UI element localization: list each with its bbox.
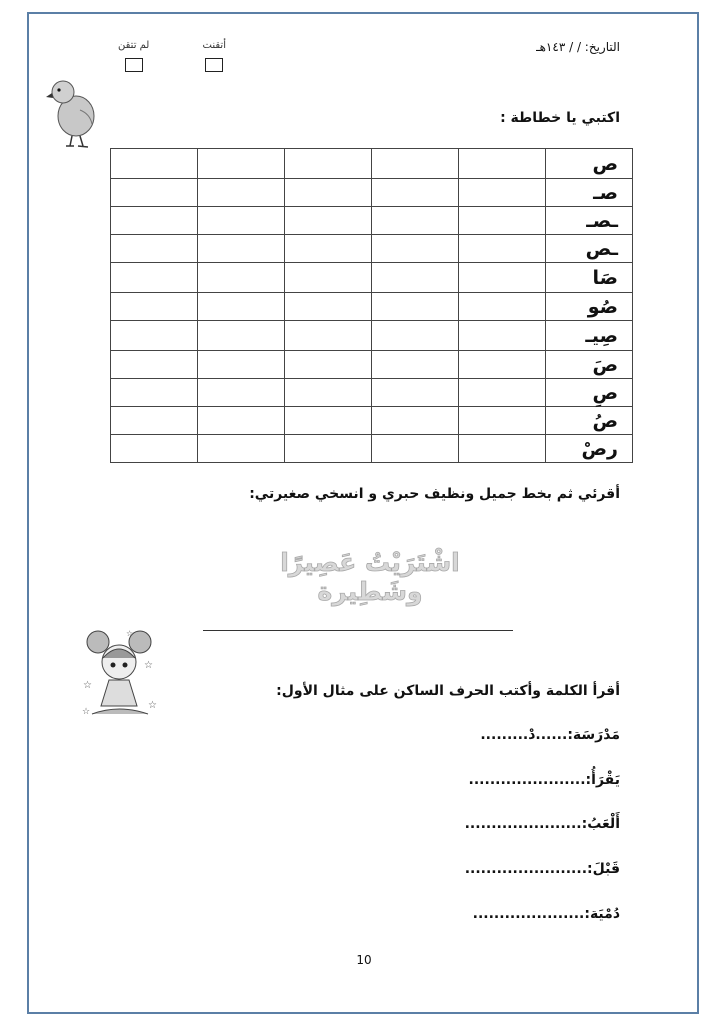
grid-cell[interactable] bbox=[111, 351, 198, 379]
svg-text:☆: ☆ bbox=[82, 707, 91, 717]
grid-row bbox=[111, 263, 633, 293]
grid-cell[interactable] bbox=[285, 207, 372, 235]
grid-cell[interactable] bbox=[198, 407, 285, 435]
grid-cell[interactable] bbox=[111, 293, 198, 321]
grid-cell[interactable] bbox=[111, 263, 198, 293]
grid-cell[interactable] bbox=[111, 149, 198, 179]
grid-letter: صُ bbox=[546, 407, 633, 435]
grid-cell[interactable] bbox=[372, 351, 459, 379]
grid-cell[interactable] bbox=[198, 293, 285, 321]
grid-letter: ـصـ bbox=[546, 207, 633, 235]
grid-letter: صِيـ bbox=[546, 321, 633, 351]
grid-cell[interactable] bbox=[111, 207, 198, 235]
grid-cell[interactable] bbox=[459, 263, 546, 293]
grid-cell[interactable] bbox=[198, 379, 285, 407]
grid-cell[interactable] bbox=[285, 149, 372, 179]
grid-cell[interactable] bbox=[372, 179, 459, 207]
grid-letter: ص bbox=[546, 149, 633, 179]
section1-title: اكتبي يا خطاطة : bbox=[500, 110, 620, 126]
grid-cell[interactable] bbox=[285, 407, 372, 435]
grid-letter: صـ bbox=[546, 179, 633, 207]
grid-cell[interactable] bbox=[372, 207, 459, 235]
svg-text:☆: ☆ bbox=[144, 660, 153, 671]
grid-cell[interactable] bbox=[372, 379, 459, 407]
copy-sentence: اشْتَرَيْتُ عَصِيرًا وشَطِيرة bbox=[280, 548, 460, 606]
word-item: يَقْرَأُ:...................... bbox=[468, 772, 620, 788]
grid-row bbox=[111, 321, 633, 351]
grid-cell[interactable] bbox=[459, 149, 546, 179]
grid-cell[interactable] bbox=[459, 235, 546, 263]
date-field: التاريخ: / / ١٤٣هـ bbox=[536, 40, 620, 54]
eval-mastered bbox=[203, 40, 226, 72]
grid-cell[interactable] bbox=[459, 435, 546, 463]
grid-letter: صُو bbox=[546, 293, 633, 321]
svg-text:☆: ☆ bbox=[126, 629, 134, 638]
grid-cell[interactable] bbox=[285, 351, 372, 379]
evaluation-boxes bbox=[118, 40, 226, 72]
grid-letter: صِ bbox=[546, 379, 633, 407]
eval-not-mastered-label: لم تتقن bbox=[118, 40, 150, 51]
grid-cell[interactable] bbox=[459, 407, 546, 435]
grid-cell[interactable] bbox=[372, 407, 459, 435]
grid-cell[interactable] bbox=[198, 235, 285, 263]
chick-icon bbox=[46, 76, 98, 150]
eval-not-mastered bbox=[118, 40, 149, 72]
grid-letter: رصْ bbox=[546, 435, 633, 463]
word-item: دُمْيَة:..................... bbox=[472, 906, 620, 922]
grid-row bbox=[111, 207, 633, 235]
grid-cell[interactable] bbox=[459, 351, 546, 379]
page-number: 10 bbox=[356, 953, 372, 967]
grid-cell[interactable] bbox=[285, 235, 372, 263]
grid-cell[interactable] bbox=[372, 293, 459, 321]
grid-letter: صَا bbox=[546, 263, 633, 293]
grid-cell[interactable] bbox=[285, 321, 372, 351]
grid-cell[interactable] bbox=[198, 207, 285, 235]
grid-cell[interactable] bbox=[198, 351, 285, 379]
grid-row bbox=[111, 351, 633, 379]
grid-cell[interactable] bbox=[111, 435, 198, 463]
grid-row bbox=[111, 149, 633, 179]
grid-cell[interactable] bbox=[198, 435, 285, 463]
grid-cell[interactable] bbox=[459, 179, 546, 207]
grid-row bbox=[111, 179, 633, 207]
grid-cell[interactable] bbox=[285, 179, 372, 207]
grid-cell[interactable] bbox=[111, 379, 198, 407]
grid-row bbox=[111, 235, 633, 263]
grid-cell[interactable] bbox=[372, 435, 459, 463]
grid-letter: ـص bbox=[546, 235, 633, 263]
svg-text:☆: ☆ bbox=[83, 680, 92, 691]
grid-cell[interactable] bbox=[111, 179, 198, 207]
girl-cartoon-icon bbox=[78, 628, 160, 724]
word-item: مَدْرَسَة:......دْ......... bbox=[480, 727, 620, 743]
section3-title: أقرأ الكلمة وأكتب الحرف الساكن على مثال الأول: bbox=[276, 683, 620, 699]
grid-cell[interactable] bbox=[285, 379, 372, 407]
grid-cell[interactable] bbox=[285, 263, 372, 293]
grid-cell[interactable] bbox=[285, 435, 372, 463]
grid-cell[interactable] bbox=[459, 379, 546, 407]
word-item: أَلْعَبُ:...................... bbox=[464, 816, 620, 832]
grid-row bbox=[111, 293, 633, 321]
grid-cell[interactable] bbox=[111, 235, 198, 263]
grid-cell[interactable] bbox=[372, 235, 459, 263]
grid-row bbox=[111, 379, 633, 407]
eval-not-mastered-checkbox[interactable] bbox=[125, 58, 143, 72]
grid-letter: صَ bbox=[546, 351, 633, 379]
grid-cell[interactable] bbox=[198, 263, 285, 293]
grid-row bbox=[111, 407, 633, 435]
grid-row bbox=[111, 435, 633, 463]
grid-cell[interactable] bbox=[198, 149, 285, 179]
grid-cell[interactable] bbox=[111, 321, 198, 351]
grid-cell[interactable] bbox=[459, 293, 546, 321]
grid-cell[interactable] bbox=[372, 321, 459, 351]
grid-cell[interactable] bbox=[111, 407, 198, 435]
grid-cell[interactable] bbox=[459, 321, 546, 351]
section2-title: أقرئي ثم بخط جميل ونظيف حبري و انسخي صغيرتي: bbox=[249, 486, 620, 502]
grid-cell[interactable] bbox=[372, 149, 459, 179]
grid-cell[interactable] bbox=[285, 293, 372, 321]
eval-mastered-checkbox[interactable] bbox=[205, 58, 223, 72]
grid-cell[interactable] bbox=[372, 263, 459, 293]
handwriting-grid bbox=[110, 148, 633, 463]
word-item: قَبْلَ:....................... bbox=[464, 861, 620, 877]
eval-mastered-label: أتقنت bbox=[202, 40, 226, 51]
copy-writing-line[interactable] bbox=[203, 630, 513, 631]
svg-text:☆: ☆ bbox=[148, 700, 157, 711]
grid-cell[interactable] bbox=[459, 207, 546, 235]
grid-cell[interactable] bbox=[198, 321, 285, 351]
grid-cell[interactable] bbox=[198, 179, 285, 207]
